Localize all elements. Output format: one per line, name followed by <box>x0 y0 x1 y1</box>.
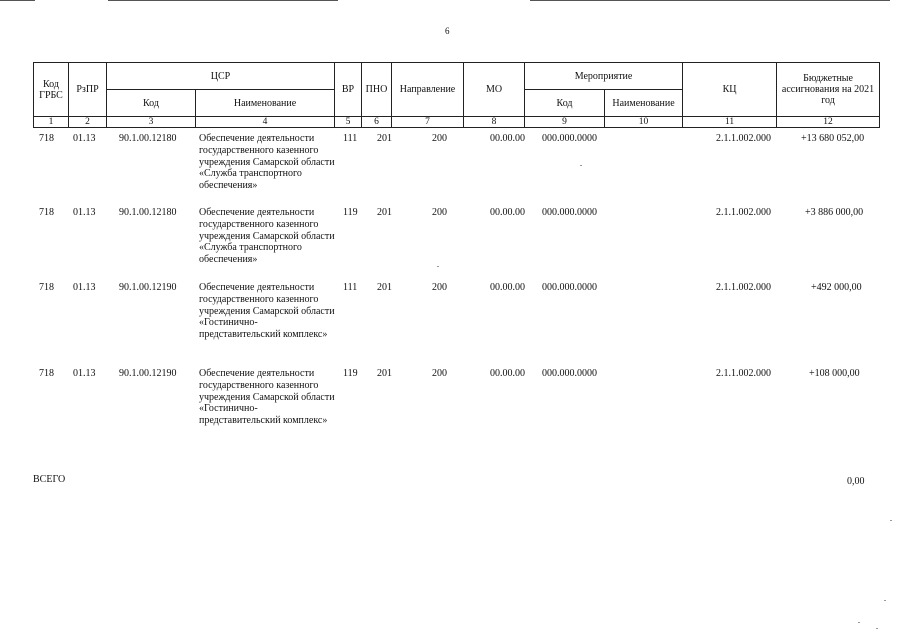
cell-vr: 111 <box>343 282 358 293</box>
header-kc: КЦ <box>683 63 777 117</box>
scan-speck <box>580 165 582 166</box>
cell-kc: 2.1.1.002.000 <box>716 207 771 218</box>
cell-pno: 201 <box>377 368 392 379</box>
cell-name: Обеспечение деятельности государственного казенного учреждения Самарской области «Гостинично-представительский комплекс» <box>199 368 335 427</box>
column-number: 5 <box>335 117 362 128</box>
cell-mo: 00.00.00 <box>490 133 525 144</box>
header-meropriyatie: Мероприятие <box>525 63 683 90</box>
column-number: 7 <box>392 117 464 128</box>
cell-csr: 90.1.00.12190 <box>119 368 177 379</box>
column-number: 4 <box>196 117 335 128</box>
cell-grbs: 718 <box>39 207 54 218</box>
cell-csr: 90.1.00.12180 <box>119 207 177 218</box>
cell-grbs: 718 <box>39 368 54 379</box>
column-number: 2 <box>69 117 107 128</box>
cell-sum: +13 680 052,00 <box>801 133 865 144</box>
cell-name: Обеспечение деятельности государственного казенного учреждения Самарской области «Служба транспортного обеспечения» <box>199 133 335 192</box>
header-vr: ВР <box>335 63 362 117</box>
column-number: 6 <box>362 117 392 128</box>
cell-csr: 90.1.00.12180 <box>119 133 177 144</box>
cell-pno: 201 <box>377 207 392 218</box>
column-number: 8 <box>464 117 525 128</box>
header-kod-grbs: Код ГРБС <box>34 63 69 117</box>
header-mer-name: Наименование <box>605 90 683 117</box>
cell-napr: 200 <box>432 133 447 144</box>
scan-speck <box>858 622 860 623</box>
scan-edge-line <box>0 0 35 1</box>
scan-speck <box>437 266 439 267</box>
cell-rzpr: 01.13 <box>73 207 96 218</box>
cell-napr: 200 <box>432 368 447 379</box>
scan-speck <box>890 520 892 521</box>
cell-name: Обеспечение деятельности государственного казенного учреждения Самарской области «Гостинично-представительский комплекс» <box>199 282 335 341</box>
budget-table-header <box>33 62 880 128</box>
scan-speck <box>884 600 886 601</box>
cell-kc: 2.1.1.002.000 <box>716 282 771 293</box>
header-budget: Бюджетные ассигнования на 2021 год <box>777 63 880 117</box>
scan-edge-line <box>108 0 338 1</box>
header-napravlenie: Направление <box>392 63 464 117</box>
total-label: ВСЕГО <box>33 474 66 485</box>
cell-napr: 200 <box>432 207 447 218</box>
cell-rzpr: 01.13 <box>73 368 96 379</box>
header-csr-kod: Код <box>107 90 196 117</box>
cell-sum: +492 000,00 <box>811 282 862 293</box>
cell-mo: 00.00.00 <box>490 282 525 293</box>
column-number: 11 <box>683 117 777 128</box>
header-rzpr: РзПР <box>69 63 107 117</box>
header-pno: ПНО <box>362 63 392 117</box>
cell-vr: 119 <box>343 368 358 379</box>
cell-vr: 111 <box>343 133 358 144</box>
cell-csr: 90.1.00.12190 <box>119 282 177 293</box>
column-number: 3 <box>107 117 196 128</box>
cell-vr: 119 <box>343 207 358 218</box>
cell-mer: 000.000.0000 <box>542 133 597 144</box>
cell-mer: 000.000.0000 <box>542 207 597 218</box>
cell-mo: 00.00.00 <box>490 368 525 379</box>
cell-sum: +3 886 000,00 <box>805 207 864 218</box>
cell-kc: 2.1.1.002.000 <box>716 133 771 144</box>
column-number: 12 <box>777 117 880 128</box>
header-csr: ЦСР <box>107 63 335 90</box>
cell-mer: 000.000.0000 <box>542 368 597 379</box>
cell-napr: 200 <box>432 282 447 293</box>
cell-kc: 2.1.1.002.000 <box>716 368 771 379</box>
header-mo: МО <box>464 63 525 117</box>
scan-speck <box>876 628 878 629</box>
scan-edge-line <box>530 0 890 1</box>
page-number: 6 <box>445 26 450 36</box>
cell-rzpr: 01.13 <box>73 282 96 293</box>
column-number: 9 <box>525 117 605 128</box>
column-number: 10 <box>605 117 683 128</box>
cell-mo: 00.00.00 <box>490 207 525 218</box>
cell-pno: 201 <box>377 282 392 293</box>
column-number: 1 <box>34 117 69 128</box>
cell-sum: +108 000,00 <box>809 368 860 379</box>
cell-grbs: 718 <box>39 133 54 144</box>
header-mer-kod: Код <box>525 90 605 117</box>
total-value: 0,00 <box>847 476 865 487</box>
cell-name: Обеспечение деятельности государственного казенного учреждения Самарской области «Служба транспортного обеспечения» <box>199 207 335 266</box>
cell-rzpr: 01.13 <box>73 133 96 144</box>
cell-grbs: 718 <box>39 282 54 293</box>
header-csr-name: Наименование <box>196 90 335 117</box>
cell-pno: 201 <box>377 133 392 144</box>
cell-mer: 000.000.0000 <box>542 282 597 293</box>
